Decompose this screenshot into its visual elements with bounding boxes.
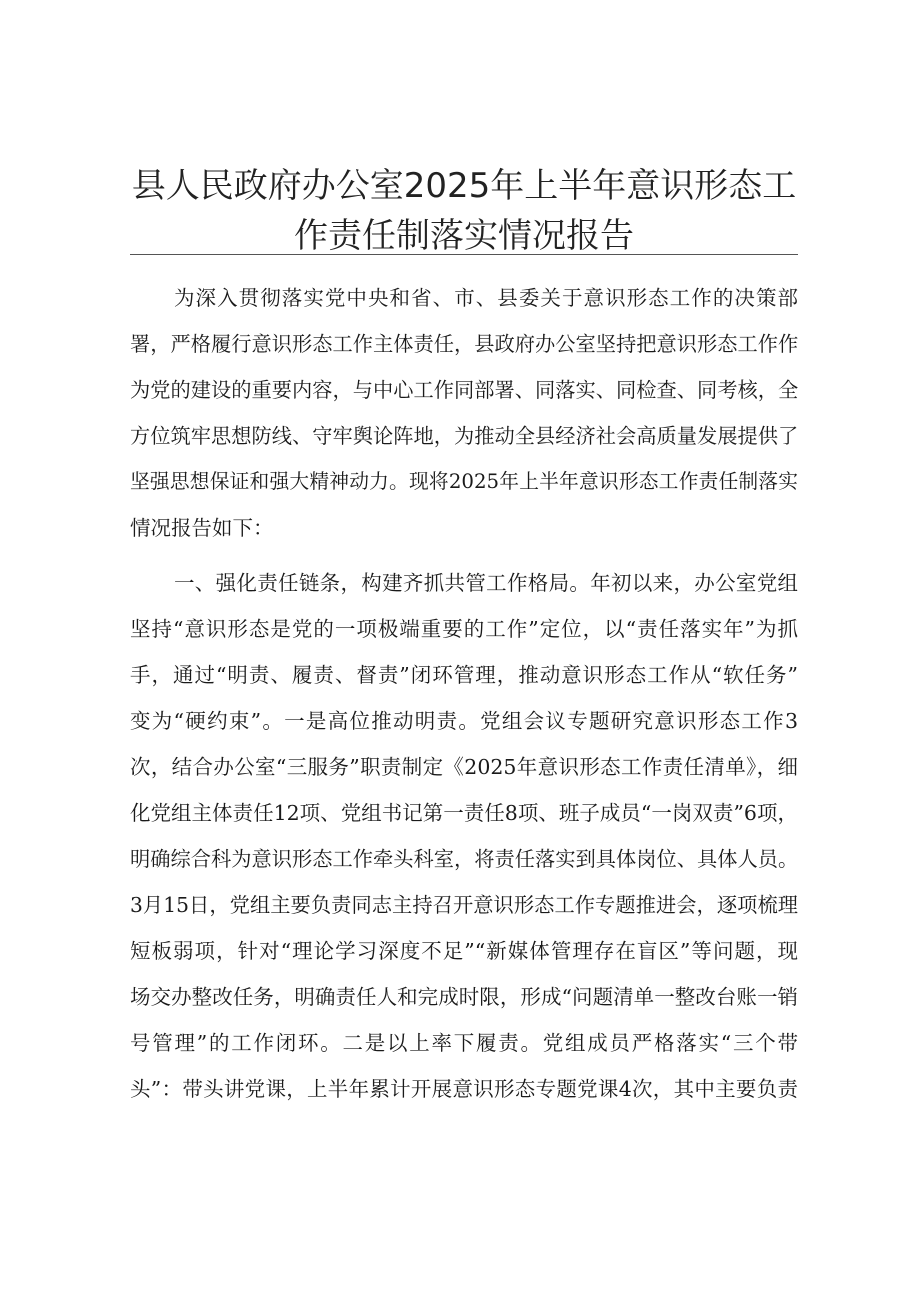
title-divider (130, 254, 798, 255)
paragraph-line: 坚强思想保证和强大精神动力。现将2025年上半年意识形态工作责任制落实 (130, 470, 798, 493)
paragraph-line: 次，结合办公室“三服务”职责制定《2025年意识形态工作责任清单》，细 (130, 755, 798, 779)
paragraph-line: 场交办整改任务，明确责任人和完成时限，形成“问题清单一整改台账一销 (130, 985, 798, 1009)
paragraph-line: 短板弱项，针对“理论学习深度不足”“新媒体管理存在盲区”等问题，现 (130, 939, 798, 963)
paragraph-line: 手，通过“明责、履责、督责”闭环管理，推动意识形态工作从“软任务” (130, 663, 798, 687)
paragraph-line: 变为“硬约束”。一是高位推动明责。党组会议专题研究意识形态工作3 (130, 709, 798, 733)
paragraph-line: 署，严格履行意识形态工作主体责任，县政府办公室坚持把意识形态工作作 (130, 332, 799, 356)
paragraph-line: 明确综合科为意识形态工作牵头科室，将责任落实到具体岗位、具体人员。 (130, 847, 799, 871)
paragraph-line: 为深入贯彻落实党中央和省、市、县委关于意识形态工作的决策部 (174, 286, 798, 310)
paragraph-line: 号管理”的工作闭环。二是以上率下履责。党组成员严格落实“三个带 (130, 1031, 798, 1055)
paragraph-line: 3月15日，党组主要负责同志主持召开意识形态工作专题推进会，逐项梳理 (130, 893, 798, 917)
paragraph-section-1 (130, 560, 798, 1112)
paragraph-line: 为党的建设的重要内容，与中心工作同部署、同落实、同检查、同考核，全 (130, 378, 799, 402)
document-title-line-2: 作责任制落实情况报告 (294, 216, 634, 256)
paragraph-line: 化党组主体责任12项、党组书记第一责任8项、班子成员“一岗双责”6项， (130, 801, 798, 825)
document-title-line-1: 县人民政府办公室2025年上半年意识形态工 (131, 166, 797, 206)
paragraph-line: 方位筑牢思想防线、守牢舆论阵地，为推动全县经济社会高质量发展提供了 (130, 424, 799, 448)
paragraph-intro (130, 275, 798, 551)
paragraph-line: 头”：带头讲党课，上半年累计开展意识形态专题党课4次，其中主要负责 (130, 1077, 798, 1101)
paragraph-line: 一、强化责任链条，构建齐抓共管工作格局。年初以来，办公室党组 (174, 571, 798, 595)
paragraph-line: 情况报告如下： (130, 516, 274, 540)
paragraph-line: 坚持“意识形态是党的一项极端重要的工作”定位，以“责任落实年”为抓 (130, 617, 798, 641)
